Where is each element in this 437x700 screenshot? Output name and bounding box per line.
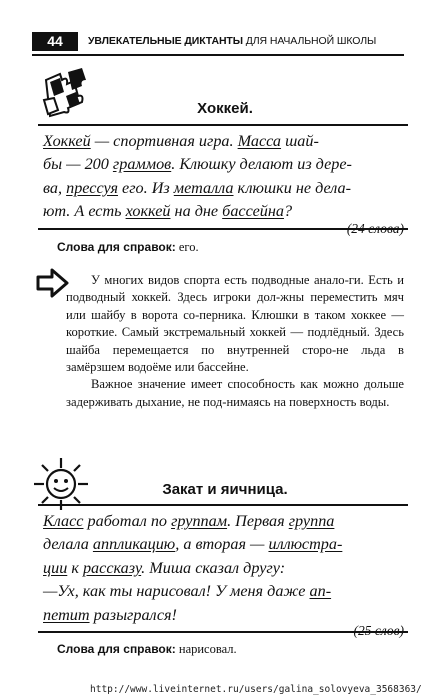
section2-text: . Первая — [227, 512, 289, 530]
section2-reference — [57, 642, 237, 657]
section2-ref-label: Слова для справок: — [57, 642, 176, 656]
section2-text: —Ух, как ты нарисовал! У меня даже — [43, 582, 310, 601]
section2-line — [43, 510, 403, 533]
info-paragraph: У многих видов спорта есть подводные анало-ги. Есть и подводный хоккей. Здесь игроки дол-жны переместить мяч или шайбу в ворота со-перника. Клюшки в таком хоккее — короткие. Самый экстремальный хоккей — подлёдный. Здесь шайба перемещается по внутренней сторо-не льда в замёрзшем водоёме или бассейне. — [66, 273, 404, 375]
section1-line — [43, 153, 403, 176]
section2-text: . Миша сказал другу: — [141, 558, 286, 577]
section1-dictation — [38, 124, 408, 230]
section1-text: на дне — [170, 202, 223, 221]
section1-underlined-word: Хоккей — [43, 132, 91, 150]
section2-underlined-word: рассказу — [82, 558, 142, 577]
section2-word-count: (25 слов) — [353, 623, 404, 638]
section2-text: к — [67, 558, 83, 577]
section1-line — [43, 177, 403, 200]
section2-text: делала — [43, 535, 93, 554]
section1-text: — спортивная игра. — [90, 132, 238, 150]
section1-text: шай- — [281, 132, 319, 150]
section2-text: , а вторая — — [175, 535, 269, 554]
section1-word-count: (24 слова) — [346, 221, 404, 236]
section2-text: работал по — [83, 512, 172, 530]
section1-underlined-word: металла — [173, 178, 234, 197]
running-header — [32, 32, 404, 56]
section1-underlined-word: граммов — [112, 155, 172, 174]
section1-title: Хоккей. — [197, 100, 253, 117]
section2-title: Закат и яичница. — [162, 481, 288, 498]
section2-underlined-word: ап- — [309, 582, 332, 601]
source-url: http://www.liveinternet.ru/users/galina_solovyeva_3568363/ — [90, 684, 422, 695]
section2-underlined-word: аппликацию — [92, 535, 176, 554]
section2-underlined-word: группам — [171, 512, 228, 530]
section1-text: его. Из — [118, 178, 174, 197]
running-title-rest: ДЛЯ НАЧАЛЬНОЙ ШКОЛЫ — [242, 35, 377, 47]
info-text — [66, 272, 404, 411]
section2-dictation — [38, 504, 408, 633]
section1-underlined-word: бассейна — [222, 202, 284, 221]
page-number: 44 — [32, 32, 78, 51]
section2-underlined-word: иллюстра- — [268, 535, 343, 554]
section1-text: ва, — [43, 178, 67, 197]
section2-line — [43, 580, 403, 603]
section1-text: ? — [283, 202, 293, 221]
section2-underlined-word: петит — [43, 605, 90, 624]
section1-underlined-word: Масса — [237, 132, 282, 150]
section2-line — [43, 557, 403, 580]
arrow-right-icon — [36, 268, 70, 298]
puzzle-icon — [40, 66, 92, 120]
section2-line — [43, 604, 403, 627]
section1-ref-words: его. — [175, 240, 199, 254]
section1-line — [43, 130, 403, 153]
section1-text: ют. А есть — [43, 202, 126, 221]
section1-underlined-word: прессуя — [66, 178, 118, 197]
section2-underlined-word: ции — [43, 558, 68, 577]
section1-underlined-word: хоккей — [125, 202, 171, 221]
section1-text: бы — 200 — [43, 155, 113, 174]
running-title — [88, 35, 376, 47]
section2-underlined-word: группа — [288, 512, 335, 530]
section2-line — [43, 533, 403, 556]
running-title-bold: УВЛЕКАТЕЛЬНЫЕ ДИКТАНТЫ — [88, 35, 243, 47]
section2-underlined-word: Класс — [43, 512, 84, 530]
section1-ref-label: Слова для справок: — [57, 240, 176, 254]
section1-text: клюшки не дела- — [233, 178, 352, 197]
section1-reference — [57, 240, 199, 255]
info-paragraph: Важное значение имеет способность как можно дольше задерживать дыхание, не под-нимаясь на поверхность воды. — [66, 377, 404, 409]
section2-ref-words: нарисовал. — [175, 642, 237, 656]
section2-text: разыгрался! — [89, 605, 177, 624]
section1-text: . Клюшку делают из дере- — [171, 155, 352, 174]
